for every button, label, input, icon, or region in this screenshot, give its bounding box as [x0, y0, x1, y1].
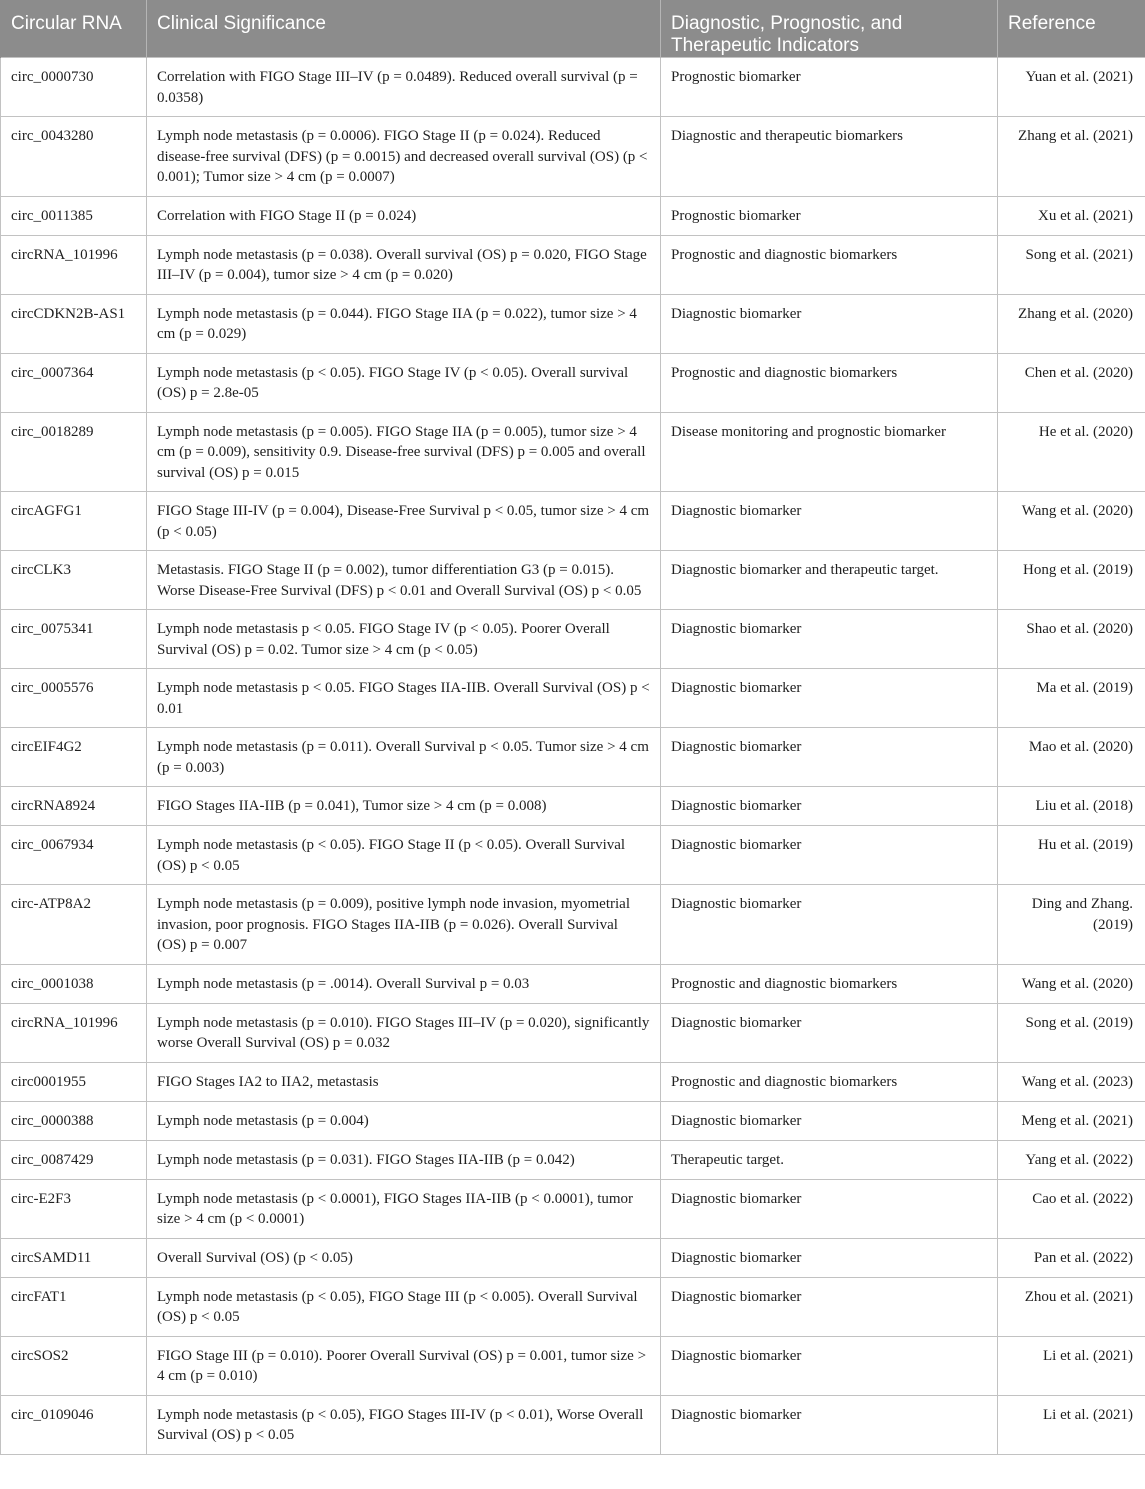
- cell-clinical-significance: Lymph node metastasis (p < 0.05), FIGO Stage III (p < 0.005). Overall Survival (OS) p < 0.05: [147, 1277, 661, 1336]
- table-row: [1, 885, 1145, 965]
- cell-circular-rna: circ0001955: [1, 1062, 147, 1101]
- header-indicators: Diagnostic, Prognostic, and Therapeutic Indicators: [661, 0, 998, 58]
- cell-reference: Wang et al. (2020): [998, 492, 1145, 551]
- cell-clinical-significance: Lymph node metastasis (p = 0.038). Overall survival (OS) p = 0.020, FIGO Stage III–IV (p = 0.004), tumor size > 4 cm (p = 0.020): [147, 235, 661, 294]
- cell-clinical-significance: Metastasis. FIGO Stage II (p = 0.002), tumor differentiation G3 (p = 0.015). Worse Disease-Free Survival (DFS) p < 0.01 and Overall Survival (OS) p < 0.05: [147, 551, 661, 610]
- cell-circular-rna: circ_0043280: [1, 117, 147, 197]
- cell-indicator: Diagnostic biomarker: [661, 787, 998, 826]
- table-row: [1, 964, 1145, 1003]
- cell-clinical-significance: Lymph node metastasis (p < 0.05). FIGO Stage IV (p < 0.05). Overall survival (OS) p = 2.8e-05: [147, 353, 661, 412]
- cell-circular-rna: circSAMD11: [1, 1238, 147, 1277]
- cell-indicator: Prognostic and diagnostic biomarkers: [661, 353, 998, 412]
- cell-clinical-significance: Lymph node metastasis (p = 0.031). FIGO Stages IIA-IIB (p = 0.042): [147, 1140, 661, 1179]
- cell-clinical-significance: Lymph node metastasis (p = 0.010). FIGO Stages III–IV (p = 0.020), significantly worse Overall Survival (OS) p = 0.032: [147, 1003, 661, 1062]
- cell-indicator: Diagnostic biomarker: [661, 728, 998, 787]
- table-row: [1, 728, 1145, 787]
- table-row: [1, 412, 1145, 492]
- cell-reference: Li et al. (2021): [998, 1395, 1145, 1454]
- cell-indicator: Diagnostic biomarker: [661, 1238, 998, 1277]
- cell-indicator: Diagnostic biomarker: [661, 826, 998, 885]
- cell-reference: Pan et al. (2022): [998, 1238, 1145, 1277]
- cell-indicator: Prognostic and diagnostic biomarkers: [661, 964, 998, 1003]
- cell-reference: Yuan et al. (2021): [998, 58, 1145, 117]
- cell-indicator: Diagnostic biomarker: [661, 294, 998, 353]
- cell-clinical-significance: Correlation with FIGO Stage II (p = 0.024): [147, 196, 661, 235]
- cell-clinical-significance: Lymph node metastasis (p < 0.0001), FIGO Stages IIA-IIB (p < 0.0001), tumor size > 4 cm (p < 0.0001): [147, 1179, 661, 1238]
- cell-reference: Hong et al. (2019): [998, 551, 1145, 610]
- cell-circular-rna: circ_0000730: [1, 58, 147, 117]
- table-row: [1, 1336, 1145, 1395]
- cell-indicator: Disease monitoring and prognostic biomarker: [661, 412, 998, 492]
- table-row: [1, 1395, 1145, 1454]
- cell-clinical-significance: Correlation with FIGO Stage III–IV (p = 0.0489). Reduced overall survival (p = 0.0358): [147, 58, 661, 117]
- cell-reference: Yang et al. (2022): [998, 1140, 1145, 1179]
- cell-circular-rna: circRNA8924: [1, 787, 147, 826]
- cell-circular-rna: circ_0001038: [1, 964, 147, 1003]
- cell-circular-rna: circCLK3: [1, 551, 147, 610]
- cell-reference: Cao et al. (2022): [998, 1179, 1145, 1238]
- cell-clinical-significance: Lymph node metastasis (p = 0.004): [147, 1101, 661, 1140]
- cell-clinical-significance: Lymph node metastasis (p = 0.009), positive lymph node invasion, myometrial invasion, poor prognosis. FIGO Stages IIA-IIB (p = 0.026). Overall Survival (OS) p = 0.007: [147, 885, 661, 965]
- cell-circular-rna: circCDKN2B-AS1: [1, 294, 147, 353]
- cell-indicator: Diagnostic biomarker: [661, 1277, 998, 1336]
- table-row: [1, 294, 1145, 353]
- cell-clinical-significance: Lymph node metastasis (p = 0.005). FIGO Stage IIA (p = 0.005), tumor size > 4 cm (p = 0.009), sensitivity 0.9. Disease-free survival (DFS) p = 0.005 and overall survival (OS) p = 0.015: [147, 412, 661, 492]
- table-row: [1, 196, 1145, 235]
- cell-reference: Ding and Zhang. (2019): [998, 885, 1145, 965]
- table-row: [1, 1277, 1145, 1336]
- cell-circular-rna: circFAT1: [1, 1277, 147, 1336]
- table-row: [1, 1238, 1145, 1277]
- cell-reference: He et al. (2020): [998, 412, 1145, 492]
- cell-indicator: Diagnostic biomarker: [661, 1336, 998, 1395]
- cell-clinical-significance: Lymph node metastasis (p = 0.011). Overall Survival p < 0.05. Tumor size > 4 cm (p = 0.003): [147, 728, 661, 787]
- cell-circular-rna: circAGFG1: [1, 492, 147, 551]
- table-row: [1, 1062, 1145, 1101]
- cell-clinical-significance: Lymph node metastasis (p < 0.05), FIGO Stages III-IV (p < 0.01), Worse Overall Survival (OS) p < 0.05: [147, 1395, 661, 1454]
- cell-circular-rna: circ_0075341: [1, 610, 147, 669]
- cell-circular-rna: circSOS2: [1, 1336, 147, 1395]
- cell-indicator: Diagnostic biomarker: [661, 669, 998, 728]
- cell-reference: Li et al. (2021): [998, 1336, 1145, 1395]
- cell-indicator: Therapeutic target.: [661, 1140, 998, 1179]
- cell-clinical-significance: Lymph node metastasis (p = 0.0006). FIGO Stage II (p = 0.024). Reduced disease-free survival (DFS) (p = 0.0015) and decreased overall survival (OS) (p < 0.001); Tumor size > 4 cm (p = 0.0007): [147, 117, 661, 197]
- table-row: [1, 353, 1145, 412]
- table-row: [1, 1179, 1145, 1238]
- cell-circular-rna: circRNA_101996: [1, 235, 147, 294]
- cell-reference: Song et al. (2019): [998, 1003, 1145, 1062]
- header-row: [1, 0, 1145, 58]
- cell-circular-rna: circ_0000388: [1, 1101, 147, 1140]
- table-row: [1, 1101, 1145, 1140]
- cell-reference: Zhou et al. (2021): [998, 1277, 1145, 1336]
- cell-indicator: Diagnostic biomarker and therapeutic target.: [661, 551, 998, 610]
- cell-circular-rna: circEIF4G2: [1, 728, 147, 787]
- cell-reference: Mao et al. (2020): [998, 728, 1145, 787]
- cell-indicator: Diagnostic biomarker: [661, 1395, 998, 1454]
- cell-reference: Wang et al. (2023): [998, 1062, 1145, 1101]
- cell-clinical-significance: Lymph node metastasis p < 0.05. FIGO Stage IV (p < 0.05). Poorer Overall Survival (OS) p = 0.02. Tumor size > 4 cm (p < 0.05): [147, 610, 661, 669]
- cell-reference: Hu et al. (2019): [998, 826, 1145, 885]
- cell-indicator: Prognostic biomarker: [661, 196, 998, 235]
- table-body: [1, 58, 1145, 1455]
- cell-reference: Zhang et al. (2021): [998, 117, 1145, 197]
- cell-clinical-significance: Lymph node metastasis (p = 0.044). FIGO Stage IIA (p = 0.022), tumor size > 4 cm (p = 0.029): [147, 294, 661, 353]
- cell-indicator: Diagnostic biomarker: [661, 492, 998, 551]
- cell-clinical-significance: FIGO Stages IIA-IIB (p = 0.041), Tumor size > 4 cm (p = 0.008): [147, 787, 661, 826]
- cell-circular-rna: circRNA_101996: [1, 1003, 147, 1062]
- table-row: [1, 492, 1145, 551]
- cell-indicator: Diagnostic biomarker: [661, 610, 998, 669]
- cell-clinical-significance: Lymph node metastasis p < 0.05. FIGO Stages IIA-IIB. Overall Survival (OS) p < 0.01: [147, 669, 661, 728]
- header-circular-rna: Circular RNA: [1, 0, 147, 58]
- cell-clinical-significance: Lymph node metastasis (p < 0.05). FIGO Stage II (p < 0.05). Overall Survival (OS) p < 0.05: [147, 826, 661, 885]
- cell-indicator: Diagnostic and therapeutic biomarkers: [661, 117, 998, 197]
- table-row: [1, 1003, 1145, 1062]
- cell-indicator: Diagnostic biomarker: [661, 1003, 998, 1062]
- cell-indicator: Diagnostic biomarker: [661, 1179, 998, 1238]
- cell-clinical-significance: Overall Survival (OS) (p < 0.05): [147, 1238, 661, 1277]
- header-clinical-significance: Clinical Significance: [147, 0, 661, 58]
- table-row: [1, 117, 1145, 197]
- header-reference: Reference: [998, 0, 1145, 58]
- table-row: [1, 610, 1145, 669]
- cell-circular-rna: circ_0067934: [1, 826, 147, 885]
- table-row: [1, 826, 1145, 885]
- cell-clinical-significance: FIGO Stages IA2 to IIA2, metastasis: [147, 1062, 661, 1101]
- cell-reference: Xu et al. (2021): [998, 196, 1145, 235]
- cell-reference: Song et al. (2021): [998, 235, 1145, 294]
- cell-clinical-significance: Lymph node metastasis (p = .0014). Overall Survival p = 0.03: [147, 964, 661, 1003]
- cell-circular-rna: circ_0087429: [1, 1140, 147, 1179]
- table-row: [1, 1140, 1145, 1179]
- cell-reference: Meng et al. (2021): [998, 1101, 1145, 1140]
- cell-indicator: Prognostic biomarker: [661, 58, 998, 117]
- cell-reference: Zhang et al. (2020): [998, 294, 1145, 353]
- cell-circular-rna: circ-E2F3: [1, 1179, 147, 1238]
- cell-indicator: Diagnostic biomarker: [661, 1101, 998, 1140]
- cell-clinical-significance: FIGO Stage III-IV (p = 0.004), Disease-Free Survival p < 0.05, tumor size > 4 cm (p < 0.05): [147, 492, 661, 551]
- cell-indicator: Prognostic and diagnostic biomarkers: [661, 235, 998, 294]
- table-row: [1, 235, 1145, 294]
- cell-circular-rna: circ_0109046: [1, 1395, 147, 1454]
- table-row: [1, 58, 1145, 117]
- cell-circular-rna: circ_0007364: [1, 353, 147, 412]
- cell-circular-rna: circ_0011385: [1, 196, 147, 235]
- cell-indicator: Diagnostic biomarker: [661, 885, 998, 965]
- cell-reference: Ma et al. (2019): [998, 669, 1145, 728]
- cell-circular-rna: circ-ATP8A2: [1, 885, 147, 965]
- cell-circular-rna: circ_0005576: [1, 669, 147, 728]
- cell-circular-rna: circ_0018289: [1, 412, 147, 492]
- cell-reference: Liu et al. (2018): [998, 787, 1145, 826]
- table-row: [1, 787, 1145, 826]
- cell-reference: Chen et al. (2020): [998, 353, 1145, 412]
- table-row: [1, 551, 1145, 610]
- cell-reference: Shao et al. (2020): [998, 610, 1145, 669]
- table-header: [1, 0, 1145, 58]
- cell-clinical-significance: FIGO Stage III (p = 0.010). Poorer Overall Survival (OS) p = 0.001, tumor size > 4 cm (p = 0.010): [147, 1336, 661, 1395]
- cell-reference: Wang et al. (2020): [998, 964, 1145, 1003]
- table-row: [1, 669, 1145, 728]
- cell-indicator: Prognostic and diagnostic biomarkers: [661, 1062, 998, 1101]
